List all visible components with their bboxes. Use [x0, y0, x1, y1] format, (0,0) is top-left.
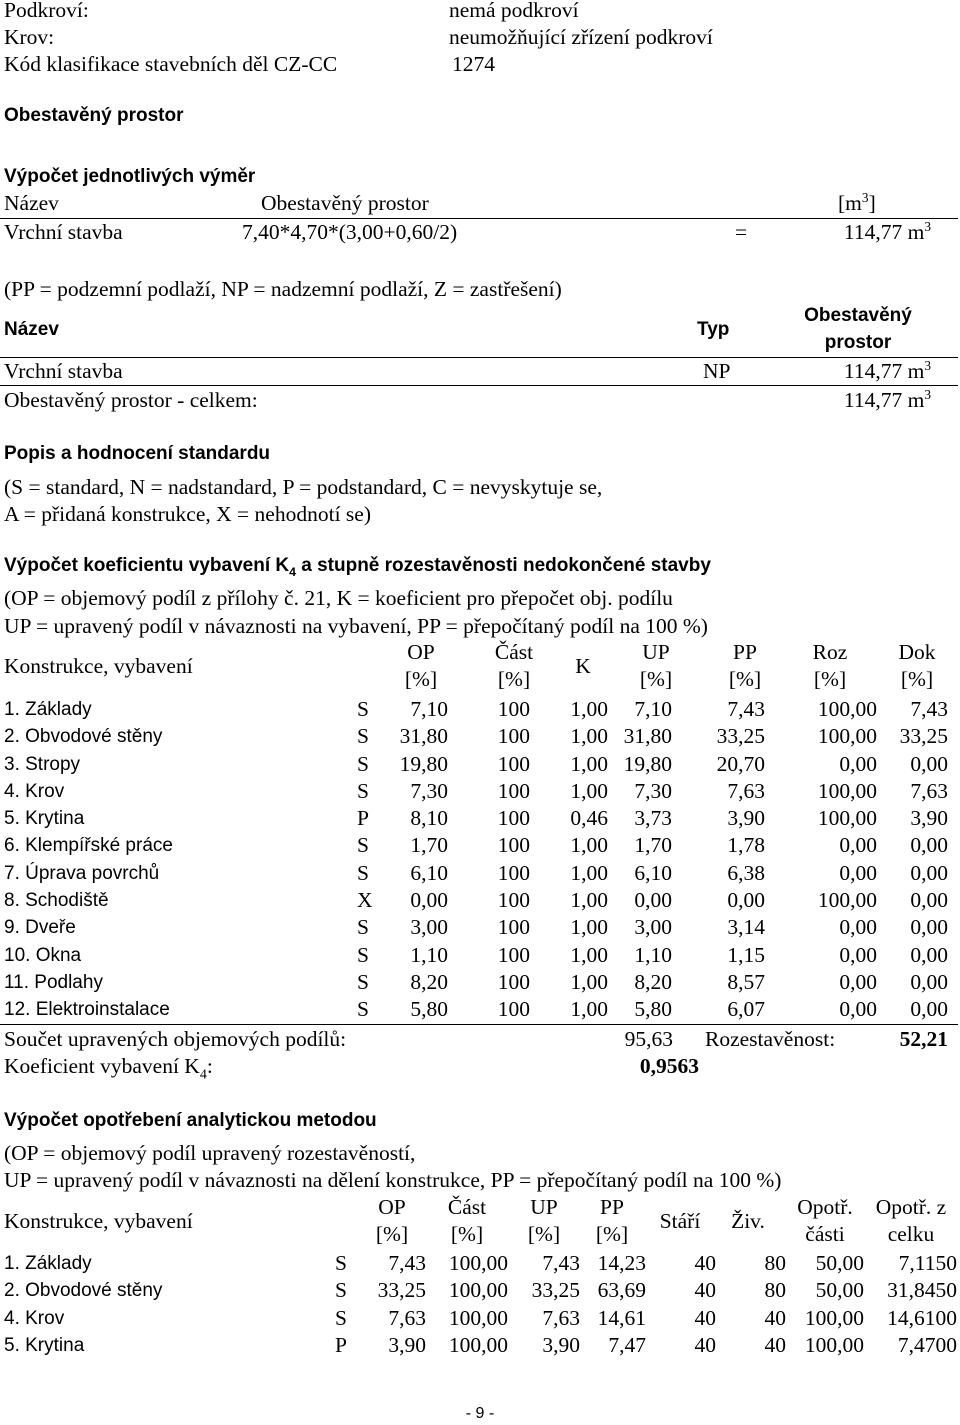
- pp-value: 3,90: [727, 806, 765, 831]
- info-label: Kód klasifikace stavebních děl CZ-CC: [4, 52, 338, 76]
- total-value: [800, 387, 931, 414]
- opotrebeni-heading: [0, 1107, 960, 1134]
- k4-table-header: [0, 639, 960, 694]
- value-number: 114,77 m: [843, 388, 925, 412]
- cast-value: 100: [497, 860, 530, 885]
- info-value: nemá podkroví: [449, 0, 579, 22]
- pp-value: 1,78: [727, 833, 765, 858]
- header-label: Dok: [898, 640, 936, 664]
- op-value: 6,10: [410, 860, 448, 885]
- standard-code: X: [357, 888, 373, 913]
- ziv-value: 80: [764, 1278, 786, 1303]
- table-row: [0, 778, 960, 805]
- header-name: Název: [4, 191, 59, 215]
- ziv-value: 80: [764, 1251, 786, 1275]
- cast-value: 100,00: [448, 1278, 508, 1303]
- header-op: [352, 1194, 432, 1248]
- header-k: K: [575, 654, 591, 678]
- k4-title: [4, 552, 711, 579]
- typy-row: [0, 358, 960, 385]
- roz-label: Rozestavěnost:: [705, 1027, 836, 1051]
- construction-name: 5. Krytina: [4, 808, 85, 830]
- op-value: 7,43: [388, 1251, 426, 1275]
- cast-value: 100,00: [448, 1305, 508, 1330]
- standard-code: S: [335, 1278, 347, 1303]
- k-value: 1,00: [570, 697, 608, 721]
- k-value: 1,00: [570, 942, 608, 967]
- coef-label-sub: 4: [199, 1067, 207, 1083]
- title-sub: 4: [289, 564, 296, 579]
- standard-code: S: [357, 997, 369, 1022]
- opotr-celku-value: 7,1150: [898, 1251, 957, 1275]
- header-unit: [%]: [375, 1222, 409, 1246]
- vymery-title: Výpočet jednotlivých výměr: [4, 166, 256, 187]
- pp-value: 1,15: [727, 942, 765, 967]
- up-value: 3,73: [634, 806, 672, 831]
- roz-value: 100,00: [817, 888, 877, 913]
- construction-name: 1. Základy: [4, 1253, 92, 1274]
- op-value: 33,25: [377, 1278, 426, 1303]
- dok-value: 0,00: [910, 915, 948, 940]
- row-formula: 7,40*4,70*(3,00+0,60/2): [242, 220, 458, 244]
- standard-legend-2: [0, 501, 960, 528]
- standard-code: S: [357, 915, 369, 940]
- horizontal-rule: [0, 385, 958, 386]
- cast-value: 100: [497, 969, 530, 994]
- header-unit: [%]: [450, 1222, 484, 1246]
- table-row: [0, 996, 960, 1023]
- k4-legend-2: [0, 613, 960, 640]
- pp-value: 63,69: [597, 1278, 646, 1303]
- opotr-casti-value: 100,00: [804, 1305, 864, 1330]
- value-sup: 3: [924, 386, 931, 402]
- dok-value: 0,00: [910, 751, 948, 776]
- pp-value: 8,57: [727, 969, 765, 994]
- pp-value: 7,43: [727, 697, 765, 721]
- standard-code: S: [357, 969, 369, 994]
- roz-value: 0,00: [839, 915, 877, 940]
- up-value: 19,80: [623, 751, 672, 776]
- vymery-heading: [0, 163, 960, 190]
- info-value: neumožňující zřízení podkroví: [449, 25, 713, 49]
- standard-code: P: [335, 1332, 347, 1357]
- legend-text: (PP = podzemní podlaží, NP = nadzemní podlaží, Z = zastřešení): [4, 277, 562, 301]
- header-label: UP: [642, 640, 670, 664]
- standard-title: Popis a hodnocení standardu: [4, 443, 271, 464]
- roz-value: 100,00: [817, 724, 877, 749]
- total-label: Obestavěný prostor - celkem:: [4, 388, 258, 412]
- opotr-casti-value: 100,00: [804, 1332, 864, 1357]
- opotrebeni-table-body: [0, 1250, 960, 1359]
- opotr-celku-value: 31,8450: [887, 1278, 957, 1303]
- roz-value: 100,00: [817, 778, 877, 803]
- dok-value: 0,00: [910, 860, 948, 885]
- info-row-krov: [0, 24, 960, 51]
- unit-close: ]: [868, 191, 876, 215]
- standard-code: S: [335, 1305, 347, 1330]
- section-heading: [0, 102, 960, 129]
- cast-value: 100: [497, 888, 530, 913]
- row-equals: =: [735, 220, 748, 244]
- pp-value: 14,61: [597, 1305, 646, 1330]
- standard-code: S: [357, 833, 369, 858]
- pp-value: 14,23: [597, 1251, 646, 1275]
- table-row: [0, 832, 960, 859]
- header-label: Část: [447, 1195, 487, 1219]
- roz-value: 100,00: [817, 697, 877, 721]
- up-value: 31,80: [623, 724, 672, 749]
- header-name: Konstrukce, vybavení: [4, 654, 193, 678]
- dok-value: 0,00: [910, 969, 948, 994]
- dok-value: 7,43: [910, 697, 948, 721]
- construction-name: 10. Okna: [4, 944, 82, 966]
- dok-value: 0,00: [910, 942, 948, 967]
- coef-label: [4, 1053, 213, 1083]
- standard-code: S: [357, 942, 369, 967]
- dok-value: 3,90: [910, 806, 948, 831]
- value-sup: 3: [924, 218, 931, 234]
- op-value: 19,80: [399, 751, 448, 776]
- cast-value: 100: [497, 724, 530, 749]
- legend-text: A = přidaná konstrukce, X = nehodnotí se): [4, 502, 371, 526]
- table-row: [0, 1305, 960, 1332]
- header-opotr-celku: [866, 1194, 956, 1248]
- sum-label: Součet upravených objemových podílů:: [4, 1027, 347, 1051]
- k-value: 1,00: [570, 860, 608, 885]
- construction-name: 2. Obvodové stěny: [4, 726, 163, 748]
- construction-name: 4. Krov: [4, 1307, 65, 1329]
- up-value: 7,30: [634, 778, 672, 803]
- construction-name: 2. Obvodové stěny: [4, 1280, 163, 1302]
- stari-value: 40: [694, 1278, 716, 1303]
- standard-legend-1: [0, 474, 960, 501]
- horizontal-rule: [0, 1024, 958, 1025]
- dok-value: 0,00: [910, 888, 948, 913]
- op-value: 8,10: [410, 806, 448, 831]
- cast-value: 100: [497, 915, 530, 940]
- opotr-celku-value: 14,6100: [887, 1305, 957, 1330]
- value-sup: 3: [924, 357, 931, 373]
- op-value: 1,10: [410, 942, 448, 967]
- construction-name: 11. Podlahy: [4, 971, 103, 993]
- op-value: 7,30: [410, 778, 448, 803]
- header-unit: [%]: [404, 667, 438, 691]
- opotrebeni-legend-2: [0, 1167, 960, 1194]
- table-row: [0, 887, 960, 914]
- up-value: 1,70: [634, 833, 672, 858]
- row-type: NP: [703, 359, 731, 383]
- header-name: Konstrukce, vybavení: [4, 1209, 193, 1233]
- opotrebeni-title: Výpočet opotřebení analytickou metodou: [4, 1110, 377, 1131]
- table-row: [0, 914, 960, 941]
- construction-name: 6. Klempířské práce: [4, 835, 173, 857]
- op-value: 0,00: [410, 888, 448, 913]
- up-value: 33,25: [531, 1278, 580, 1303]
- k4-table-body: [0, 696, 960, 1024]
- op-value: 8,20: [410, 969, 448, 994]
- header-unit: [%]: [813, 667, 847, 691]
- legend-text: UP = upravený podíl v návaznosti na vybavení, PP = přepočítaný podíl na 100 %): [4, 614, 708, 638]
- header-pp: [705, 639, 785, 693]
- op-value: 7,63: [388, 1305, 426, 1330]
- roz-value: 0,00: [839, 969, 877, 994]
- pp-value: 6,38: [727, 860, 765, 885]
- cast-value: 100: [497, 806, 530, 831]
- value-number: 114,77 m: [843, 359, 925, 383]
- up-value: 1,10: [634, 942, 672, 967]
- standard-code: P: [357, 806, 369, 831]
- legend-text: (OP = objemový podíl upravený rozestavěností,: [4, 1141, 416, 1165]
- coef-label-part: Koeficient vybavení K: [4, 1054, 200, 1078]
- roz-value: 100,00: [817, 806, 877, 831]
- row-value: [800, 358, 931, 385]
- table-row: [0, 942, 960, 969]
- construction-name: 9. Dveře: [4, 917, 76, 939]
- pp-value: 3,14: [727, 915, 765, 940]
- op-value: 3,90: [388, 1332, 426, 1357]
- k-value: 1,00: [570, 724, 608, 749]
- up-value: 8,20: [634, 969, 672, 994]
- cast-value: 100: [497, 833, 530, 858]
- header-op: [381, 639, 461, 693]
- header-volume-line2: prostor: [824, 332, 892, 353]
- ziv-value: 40: [764, 1332, 786, 1357]
- header-label: části: [805, 1222, 845, 1246]
- title-part: a stupně rozestavěnosti nedokončené stavby: [295, 555, 711, 576]
- up-value: 3,00: [634, 915, 672, 940]
- opotr-casti-value: 50,00: [815, 1251, 864, 1275]
- up-value: 0,00: [634, 888, 672, 913]
- info-row-kod: [0, 51, 960, 78]
- k4-coef-row: [0, 1053, 960, 1083]
- op-value: 31,80: [399, 724, 448, 749]
- coef-value: 0,9563: [639, 1054, 699, 1078]
- title-part: Výpočet koeficientu vybavení K: [4, 555, 290, 576]
- info-row-podkrovi: [0, 0, 960, 24]
- standard-heading: [0, 440, 960, 467]
- construction-name: 4. Krov: [4, 780, 65, 802]
- header-ziv: Živ.: [731, 1209, 765, 1233]
- cast-value: 100,00: [448, 1332, 508, 1357]
- info-value: 1274: [452, 52, 495, 76]
- standard-code: S: [357, 751, 369, 776]
- typy-legend: [0, 276, 960, 303]
- up-value: 6,10: [634, 860, 672, 885]
- k4-heading: [0, 552, 960, 579]
- standard-code: S: [357, 860, 369, 885]
- opotrebeni-legend-1: [0, 1140, 960, 1167]
- header-label: UP: [530, 1195, 558, 1219]
- construction-name: 3. Stropy: [4, 753, 81, 775]
- header-label: PP: [733, 640, 757, 664]
- table-row: [0, 969, 960, 996]
- table-row: [0, 723, 960, 750]
- op-value: 7,10: [410, 697, 448, 721]
- vymery-header: [0, 190, 960, 217]
- legend-text: (OP = objemový podíl z přílohy č. 21, K = koeficient pro přepočet obj. podílu: [4, 586, 673, 610]
- construction-name: 8. Schodiště: [4, 890, 109, 912]
- construction-name: 7. Úprava povrchů: [4, 862, 160, 884]
- coef-label-part: :: [206, 1054, 213, 1078]
- header-type: Typ: [697, 319, 730, 340]
- op-value: 1,70: [410, 833, 448, 858]
- row-value: [800, 219, 931, 246]
- dok-value: 0,00: [910, 997, 948, 1022]
- header-formula: Obestavěný prostor: [261, 191, 429, 215]
- header-label: OP: [407, 640, 435, 664]
- cast-value: 100: [497, 942, 530, 967]
- header-label: Část: [494, 640, 534, 664]
- cast-value: 100: [497, 697, 530, 721]
- k-value: 1,00: [570, 915, 608, 940]
- up-value: 7,43: [542, 1251, 580, 1275]
- pp-value: 0,00: [727, 888, 765, 913]
- cast-value: 100,00: [448, 1251, 508, 1275]
- sum-value: 95,63: [624, 1027, 673, 1051]
- header-roz: [790, 639, 870, 693]
- header-up: [616, 639, 696, 693]
- header-unit: [%]: [900, 667, 934, 691]
- roz-value: 0,00: [839, 860, 877, 885]
- up-value: 7,10: [634, 697, 672, 721]
- table-row: [0, 751, 960, 778]
- cast-value: 100: [497, 778, 530, 803]
- info-label: Krov:: [4, 25, 55, 49]
- construction-name: 1. Základy: [4, 699, 92, 720]
- dok-value: 0,00: [910, 833, 948, 858]
- pp-value: 20,70: [716, 751, 765, 776]
- header-volume: [790, 302, 926, 356]
- pp-value: 7,63: [727, 778, 765, 803]
- header-label: Opotř.: [797, 1195, 853, 1219]
- legend-text: UP = upravený podíl v návaznosti na dělení konstrukce, PP = přepočítaný podíl na 100 %): [4, 1168, 782, 1192]
- stari-value: 40: [694, 1251, 716, 1275]
- up-value: 3,90: [542, 1332, 580, 1357]
- roz-value: 0,00: [839, 751, 877, 776]
- opotr-celku-value: 7,4700: [897, 1332, 957, 1357]
- unit-sup: 3: [861, 189, 869, 205]
- op-value: 5,80: [410, 997, 448, 1022]
- info-label: Podkroví:: [4, 0, 89, 22]
- header-label: OP: [378, 1195, 406, 1219]
- pp-value: 33,25: [716, 724, 765, 749]
- construction-name: 5. Krytina: [4, 1334, 85, 1356]
- header-cast: [427, 1194, 507, 1248]
- table-row: [0, 1250, 960, 1277]
- header-unit: [%]: [527, 1222, 561, 1246]
- header-unit: [%]: [639, 667, 673, 691]
- row-name: Vrchní stavba: [4, 359, 123, 383]
- construction-name: 12. Elektroinstalace: [4, 999, 170, 1021]
- legend-text: (S = standard, N = nadstandard, P = podstandard, C = nevyskytuje se,: [4, 475, 603, 499]
- k-value: 1,00: [570, 888, 608, 913]
- pp-value: 6,07: [727, 997, 765, 1022]
- standard-code: S: [335, 1251, 347, 1275]
- roz-value: 0,00: [839, 833, 877, 858]
- header-dok: [877, 639, 957, 693]
- header-unit: [838, 190, 876, 217]
- k-value: 0,46: [570, 806, 608, 831]
- k-value: 1,00: [570, 997, 608, 1022]
- page-number: - 9 -: [465, 1405, 495, 1422]
- stari-value: 40: [694, 1305, 716, 1330]
- table-row: [0, 805, 960, 832]
- table-row: [0, 1277, 960, 1304]
- pp-value: 7,47: [608, 1332, 646, 1357]
- standard-code: S: [357, 778, 369, 803]
- header-unit: [%]: [595, 1222, 629, 1246]
- value-number: 114,77 m: [843, 220, 925, 244]
- table-row: [0, 860, 960, 887]
- header-stari: Stáří: [659, 1209, 701, 1233]
- row-name: Vrchní stavba: [4, 220, 123, 244]
- table-row: [0, 696, 960, 723]
- cast-value: 100: [497, 997, 530, 1022]
- k-value: 1,00: [570, 778, 608, 803]
- ziv-value: 40: [764, 1305, 786, 1330]
- op-value: 3,00: [410, 915, 448, 940]
- up-value: 5,80: [634, 997, 672, 1022]
- standard-code: S: [357, 724, 369, 749]
- up-value: 7,63: [542, 1305, 580, 1330]
- k-value: 1,00: [570, 751, 608, 776]
- header-label: celku: [887, 1222, 935, 1246]
- opotrebeni-table-header: [0, 1194, 960, 1249]
- standard-code: S: [357, 697, 369, 721]
- roz-value: 0,00: [839, 942, 877, 967]
- header-name: Název: [4, 319, 59, 340]
- header-opotr-casti: [785, 1194, 865, 1248]
- vymery-row: [0, 219, 960, 246]
- k-value: 1,00: [570, 969, 608, 994]
- header-volume-line1: Obestavěný: [804, 305, 912, 326]
- section-title: Obestavěný prostor: [4, 105, 184, 126]
- header-label: Opotř. z: [875, 1195, 947, 1219]
- roz-value: 52,21: [899, 1027, 948, 1051]
- k4-sum-row: [0, 1026, 960, 1053]
- typy-header: [0, 302, 960, 357]
- roz-value: 0,00: [839, 997, 877, 1022]
- dok-value: 7,63: [910, 778, 948, 803]
- header-unit: [%]: [728, 667, 762, 691]
- table-row: [0, 1332, 960, 1359]
- header-label: PP: [600, 1195, 624, 1219]
- cast-value: 100: [497, 751, 530, 776]
- header-unit: [%]: [497, 667, 531, 691]
- unit-open: [m: [838, 191, 862, 215]
- stari-value: 40: [694, 1332, 716, 1357]
- k-value: 1,00: [570, 833, 608, 858]
- header-cast: [474, 639, 554, 693]
- header-label: Roz: [812, 640, 848, 664]
- k4-legend-1: [0, 585, 960, 612]
- opotr-casti-value: 50,00: [815, 1278, 864, 1303]
- dok-value: 33,25: [899, 724, 948, 749]
- typy-total: [0, 387, 960, 414]
